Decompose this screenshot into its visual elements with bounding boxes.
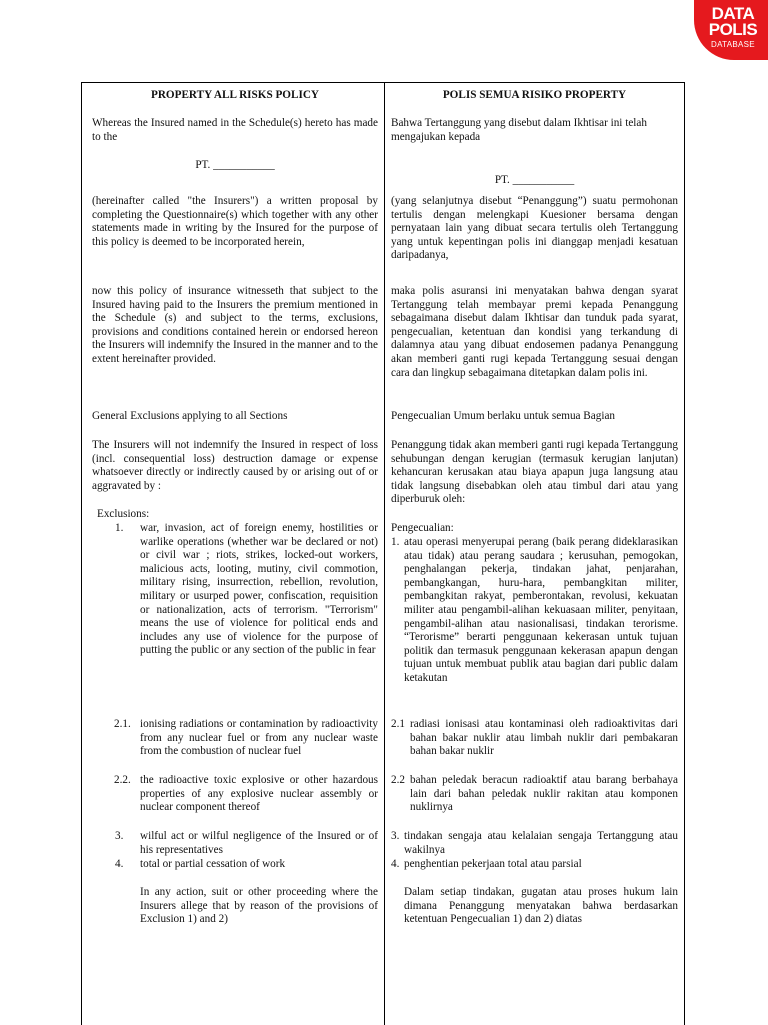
indonesian-general-exclusions-title: Pengecualian Umum berlaku untuk semua Bagian (391, 410, 616, 422)
indonesian-exclusions-label: Pengecualian: (391, 522, 454, 534)
item-text: war, invasion, act of foreign enemy, hostilities or warlike operations (whether war be declared or not) or civil war ; riots, strikes, locked-out workers, malicious acts, looting, mutiny, civil commotion, military rising, insurrection, rebellion, revolution, military or usurped power, confiscation, requisition or nationalization, acts of terrorism. "Terrorism" means the use of violence for political ends and includes any use of violence for the purpose of putting the public or any section of the public in fear (140, 522, 378, 657)
item-text: wilful act or wilful negligence of the Insured or of his representatives (140, 830, 378, 856)
english-exclusions-label: Exclusions: (97, 508, 150, 520)
item-text: bahan peledak beracun radioaktif atau barang berbahaya lain dari bahan peledak nuklir rakitan atau komponen nuklirnya (410, 774, 678, 814)
item-number: 4. (115, 858, 124, 870)
item-text: tindakan sengaja atau kelalaian sengaja Tertanggung atau wakilnya (404, 830, 678, 856)
item-number: 3. (391, 830, 400, 842)
english-header: PROPERTY ALL RISKS POLICY (151, 89, 319, 101)
indonesian-exclusions-intro: Penanggung tidak akan memberi ganti rugi kepada Tertanggung sehubungan dengan kerugian (termasuk kerugian lanjutan) kehancuran kerusakan atau biaya apapun juga langsung atau tidak langsung disebabkan oleh atau timbul dari atau yang diperburuk oleh: (391, 439, 678, 506)
indonesian-header: POLIS SEMUA RISIKO PROPERTY (442, 89, 627, 101)
item-number: 2.1. (114, 718, 131, 730)
item-number: 4. (391, 858, 400, 870)
english-pt: PT. ___________ (195, 159, 275, 171)
english-exclusions-intro: The Insurers will not indemnify the Insured in respect of loss (incl. consequential loss) destruction damage or expense whatsoever directly or indirectly caused by or arising out of or aggravated by : (92, 439, 378, 492)
english-proposal: (hereinafter called "the Insurers") a written proposal by completing the Questionnaire(s) which together with any other statements made in writing by the Insured for the purpose of this policy is deemed to be incorporated herein, (92, 195, 378, 248)
item-text: total or partial cessation of work (140, 858, 286, 870)
item-text: radiasi ionisasi atau kontaminasi oleh radioaktivitas dari bahan bakar nuklir atau limbah nuklir dari pembakaran bahan bakar nuklir (410, 718, 678, 758)
item-number: 2.2. (114, 774, 131, 786)
policy-table (81, 82, 685, 1025)
column-divider (384, 83, 385, 1025)
logo-line-1: DATA (711, 4, 755, 23)
item-number: 2.2 (391, 774, 405, 786)
data-polis-logo (694, 0, 768, 60)
english-general-exclusions-title: General Exclusions applying to all Sections (92, 410, 288, 422)
indonesian-pt: PT. ___________ (494, 174, 575, 186)
indonesian-recital: Bahwa Tertanggung yang disebut dalam Ikhtisar ini telah mengajukan kepada (391, 117, 647, 143)
item-text: the radioactive toxic explosive or other hazardous properties of any explosive nuclear assembly or nuclear component thereof (140, 774, 378, 814)
english-witnesseth: now this policy of insurance witnesseth that subject to the Insured having paid to the Insurers the premium mentioned in the Schedule (s) and subject to the terms, exclusions, provisions and conditions contained herein or endorsed hereon the Insurers will indemnify the Insured in the manner and to the extent hereinafter provided. (92, 285, 378, 365)
item-text: ionising radiations or contamination by radioactivity from any nuclear fuel or from any nuclear waste from the combustion of nuclear fuel (140, 718, 378, 758)
item-number: 1. (115, 522, 124, 534)
item-number: 3. (115, 830, 124, 842)
item-text: atau operasi menyerupai perang (baik perang dideklarasikan atau tidak) atau perang saudara ; kerusuhan, pemogokan, penghalangan pekerja, tindakan jahat, penjarahan, pembangkangan, huru-hara, pembangkitan militer, pembangkitan rakyat, pemberontakan, revolusi, kekuatan militer atau pengambil-alihan kekuasaan militer, penyitaan, pengambil-alihan atau nasionalisasi, tindakan terorisme. “Terorisme” berarti penggunaan kekerasan untuk tujuan politik dan termasuk penggunaan kekerasan apapun dengan tujuan untuk membuat publik atau bagian dari public dalam ketakutan (404, 536, 678, 684)
item-text: penghentian pekerjaan total atau parsial (404, 858, 582, 870)
item-number: 1. (391, 536, 400, 548)
logo-line-2: POLIS (708, 20, 758, 39)
english-proceeding-clause: In any action, suit or other proceeding where the Insurers allege that by reason of the provisions of Exclusion 1) and 2) (140, 886, 378, 926)
logo-line-3: DATABASE (711, 40, 755, 49)
english-recital: Whereas the Insured named in the Schedule(s) hereto has made to the (92, 117, 378, 143)
indonesian-witnesseth: maka polis asuransi ini menyatakan bahwa dengan syarat Tertanggung telah membayar premi kepada Penanggung sebagaimana disebut dalam Ikhtisar dan tunduk pada syarat, pengecualian, ketentuan dan kondisi yang terkandung di dalamnya atau yang dibuat endosemen padanya Penanggung akan memberi ganti rugi kepada Tertanggung sesuai dengan cara dan lingkup sebagaimana ditetapkan dalam polis ini. (391, 285, 678, 379)
indonesian-proceeding-clause: Dalam setiap tindakan, gugatan atau proses hukum lain dimana Penanggung menyatakan bahwa berdasarkan ketentuan Pengecualian 1) dan 2) diatas (404, 886, 678, 926)
indonesian-proposal: (yang selanjutnya disebut “Penanggung”) suatu permohonan tertulis dengan melengkapi Kuesioner bersama dengan pernyataan lain yang dibuat secara tertulis oleh Tertanggung yang untuk kepentingan polis ini dianggap menjadi kesatuan daripadanya, (391, 195, 678, 262)
item-number: 2.1 (391, 718, 405, 730)
